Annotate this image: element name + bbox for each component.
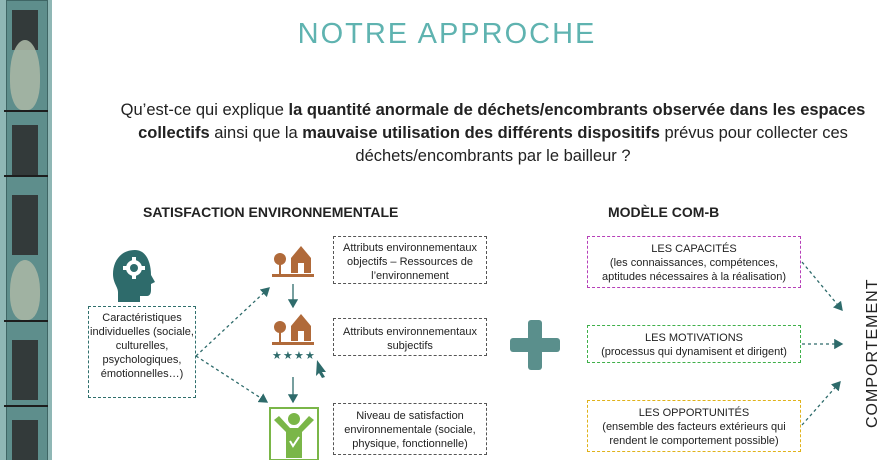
opportunities-box [587,400,801,452]
svg-text:★: ★ [283,349,293,362]
arrow-opportunities [802,382,840,425]
cursor-icon [316,360,326,378]
house-tree-stars-icon [272,314,326,378]
opportunities-title: LES OPPORTUNITÉS [638,407,750,419]
com-b-heading: MODÈLE COM-B [608,204,720,220]
capacities-title: LES CAPACITÉS [651,243,737,255]
individual-characteristics-box: Caractéristiques individuelles (sociale, culturelles, psychologiques, émotionnelles…) [88,306,196,398]
question-bold-2: mauvaise utilisation des différents dispositifs [302,124,660,142]
behaviour-label: COMPORTEMENT [864,278,881,428]
question-text-1: Qu’est-ce qui explique [120,101,289,119]
question-text-2: ainsi que la [209,124,303,142]
happy-person-icon [270,408,318,460]
arrow-to-satisfaction [196,356,267,402]
motivations-desc: (processus qui dynamisent et dirigent) [601,346,787,358]
svg-text:★: ★ [272,349,282,362]
svg-text:★: ★ [294,349,304,362]
capacities-box [587,236,801,288]
page-title: NOTRE APPROCHE [297,18,597,50]
house-tree-icon [272,246,314,277]
svg-text:★: ★ [305,349,315,362]
satisfaction-heading: SATISFACTION ENVIRONNEMENTALE [143,204,399,220]
capacities-desc: (les connaissances, compétences, aptitudes nécessaires à la réalisation) [601,257,787,283]
subjective-attributes-box: Attributs environnementaux subjectifs [333,318,487,356]
arrow-to-objective [196,288,269,356]
opportunities-desc: (ensemble des facteurs extérieurs qui rendent le comportement possible) [602,421,786,447]
objective-attributes-box: Attributs environnementaux objectifs – Ressources de l’environnement [333,236,487,284]
question-text-3: prévus pour collecter ces déchets/encombrants par le bailleur ? [355,124,848,165]
head-gear-icon [113,250,155,302]
motivations-box [587,325,801,363]
motivations-title: LES MOTIVATIONS [645,332,743,344]
question-bold-1: la quantité anormale de déchets/encombrants observée dans les espaces collectifs [138,101,866,142]
arrow-capacities [802,262,842,310]
satisfaction-level-box: Niveau de satisfaction environnementale (sociale, physique, fonctionnelle) [333,403,487,455]
plus-icon [510,320,560,370]
